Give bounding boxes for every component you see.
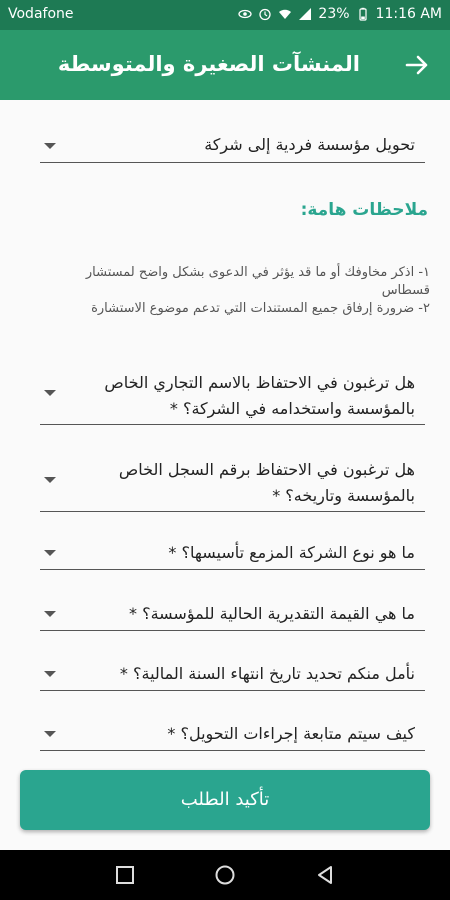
question-label: ما هو نوع الشركة المزمع تأسيسها؟ * [168,543,415,562]
eye-icon [238,7,252,21]
system-nav-bar [0,850,450,900]
dropdown-arrow-icon [44,477,56,483]
status-bar [0,0,450,30]
question-label: نأمل منكم تحديد تاريخ انتهاء السنة المالية؟ * [119,664,415,683]
question-dropdown-follow-up[interactable] [40,718,425,751]
battery-percent: 23% [318,6,350,22]
confirm-request-button[interactable]: تأكيد الطلب [20,770,430,830]
dropdown-arrow-icon [44,143,56,149]
dropdown-arrow-icon [44,731,56,737]
home-icon[interactable] [214,864,236,886]
dropdown-arrow-icon [44,611,56,617]
page-title: المنشآت الصغيرة والمتوسطة [57,52,360,76]
service-type-dropdown[interactable] [40,128,425,163]
question-label: هل ترغبون في الاحتفاظ بالاسم التجاري الخاص بالمؤسسة واستخدامه في الشركة؟ * [104,373,415,418]
notes-title: ملاحظات هامة: [300,200,428,220]
form-content [0,100,450,850]
question-dropdown-registry-number[interactable] [40,455,425,512]
status-icons [238,6,442,22]
clock: 11:16 AM [375,6,442,22]
alarm-icon [258,7,272,21]
battery-icon [356,7,370,21]
question-label: ما هي القيمة التقديرية الحالية للمؤسسة؟ * [129,604,415,623]
dropdown-arrow-icon [44,671,56,677]
notes-list [38,264,430,318]
question-dropdown-estimated-value[interactable] [40,598,425,631]
question-dropdown-fiscal-year[interactable] [40,658,425,691]
question-label: هل ترغبون في الاحتفاظ برقم السجل الخاص بالمؤسسة وتاريخه؟ * [118,460,415,505]
note-item: ١- اذكر مخاوفك أو ما قد يؤثر في الدعوى بشكل واضح لمستشار قسطاس [85,265,430,298]
question-dropdown-company-type[interactable] [40,537,425,570]
arrow-right-icon[interactable] [404,52,430,78]
dropdown-arrow-icon [44,550,56,556]
note-item: ٢- ضرورة إرفاق جميع المستندات التي تدعم موضوع الاستشارة [91,301,430,316]
question-dropdown-trade-name[interactable] [40,368,425,425]
signal-icon [298,7,312,21]
question-label: كيف سيتم متابعة إجراءات التحويل؟ * [167,724,415,743]
wifi-icon [278,7,292,21]
back-icon[interactable] [314,864,336,886]
recent-apps-icon[interactable] [114,864,136,886]
carrier-name: Vodafone [8,6,74,22]
service-type-value: تحويل مؤسسة فردية إلى شركة [204,135,415,154]
app-bar [0,30,450,100]
dropdown-arrow-icon [44,390,56,396]
